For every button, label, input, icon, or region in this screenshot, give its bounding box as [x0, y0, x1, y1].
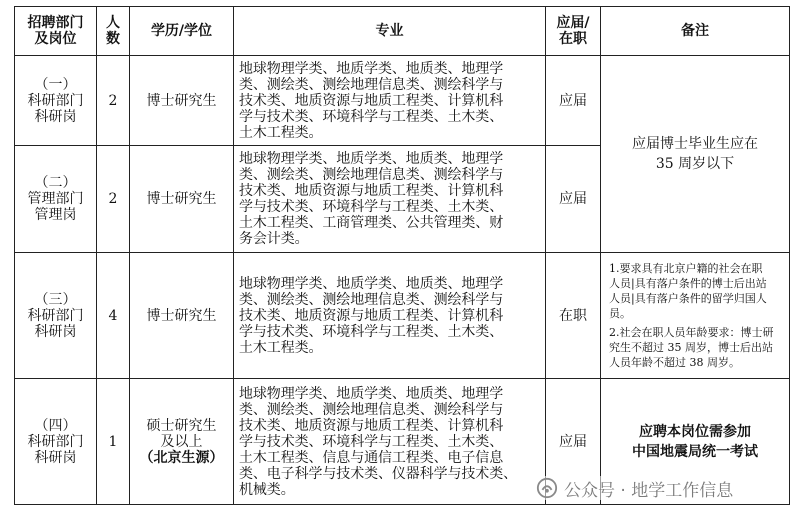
- major-line: 类、测绘类、测绘地理信息类、测绘科学与: [239, 401, 504, 418]
- note-paragraph: [609, 325, 783, 370]
- major-line: 地球物理学类、地质学类、地质类、地理学: [239, 385, 504, 402]
- dept-line: （一）: [34, 76, 77, 93]
- major-line: 地球物理学类、地质学类、地质类、地理学: [239, 275, 504, 292]
- major-line: 学与技术类、环境科学与工程类、土木类、: [239, 199, 504, 215]
- table-row: [15, 56, 790, 146]
- note-line: 2.社会在职人员年龄要求：博士研: [609, 326, 774, 339]
- type-cell: 应届: [546, 146, 601, 253]
- major-line: 技术类、地质资源与地质工程类、计算机科: [239, 307, 504, 324]
- note-cell-rows12: [601, 56, 790, 253]
- major-line: 土木工程类、信息与通信工程类、电子信息: [239, 449, 504, 466]
- edu-line: 博士研究生: [146, 191, 217, 207]
- dept-line: 科研部门: [27, 307, 84, 324]
- num-cell: 1: [97, 379, 130, 505]
- major-line: 技术类、地质资源与地质工程类、计算机科: [239, 183, 504, 199]
- num-cell: 2: [97, 56, 130, 146]
- dept-line: 科研部门: [27, 433, 84, 450]
- major-line: 务会计类。: [239, 231, 309, 247]
- note-line: 应聘本岗位需参加: [639, 423, 751, 440]
- major-line: 土木工程类。: [239, 339, 323, 356]
- major-line: 学与技术类、环境科学与工程类、土木类、: [239, 433, 504, 450]
- note-line: 员。: [609, 307, 631, 320]
- header-num-line: 数: [106, 31, 120, 47]
- note-line: 1.要求具有北京户籍的社会在职: [609, 262, 763, 275]
- edu-line: 及以上: [160, 433, 203, 450]
- table-row: [15, 253, 790, 379]
- dept-line: 管理岗: [34, 207, 77, 223]
- edu-cell: [130, 379, 234, 505]
- major-cell: [234, 379, 546, 505]
- header-dept-line: 招聘部门: [27, 15, 84, 31]
- note-paragraph: [609, 261, 783, 321]
- edu-line: 博士研究生: [146, 92, 217, 109]
- major-line: 类、电子科学与技术类、仪器科学与技术类、: [239, 465, 517, 482]
- major-cell: [234, 253, 546, 379]
- major-line: 土木工程类、工商管理类、公共管理类、财: [239, 215, 504, 231]
- header-major: 专业: [234, 7, 546, 56]
- header-dept: [15, 7, 97, 56]
- major-line: 类、测绘类、测绘地理信息类、测绘科学与: [239, 291, 504, 308]
- major-line: 类、测绘类、测绘地理信息类、测绘科学与: [239, 167, 504, 183]
- major-line: 学与技术类、环境科学与工程类、土木类、: [239, 323, 504, 340]
- major-line: 类、测绘类、测绘地理信息类、测绘科学与: [239, 76, 504, 93]
- wechat-watermark: [536, 476, 733, 500]
- dept-cell: [15, 56, 97, 146]
- num-cell: 4: [97, 253, 130, 379]
- dept-line: 管理部门: [27, 191, 84, 207]
- header-type-line: 在职: [559, 31, 587, 47]
- note-cell-row3: [601, 253, 790, 379]
- header-num-line: 人: [106, 15, 120, 31]
- recruitment-table: [14, 6, 790, 505]
- wechat-official-account-icon: [536, 477, 558, 499]
- note-line: 应届博士毕业生应在: [632, 136, 758, 152]
- major-line: 技术类、地质资源与地质工程类、计算机科: [239, 92, 504, 109]
- note-line: 人员|具有落户条件的留学归国人: [609, 292, 767, 305]
- note-line: 35 周岁以下: [655, 156, 735, 172]
- major-line: 机械类。: [239, 481, 295, 498]
- table-header-row: [15, 7, 790, 56]
- dept-cell: [15, 379, 97, 505]
- type-cell: 应届: [546, 379, 601, 505]
- header-dept-line: 及岗位: [34, 31, 77, 47]
- dept-line: 科研岗: [34, 323, 77, 340]
- edu-cell: [130, 56, 234, 146]
- note-line: 中国地震局统一考试: [632, 443, 758, 460]
- dept-cell: [15, 253, 97, 379]
- edu-line-source: （北京生源）: [139, 449, 224, 466]
- type-cell: 在职: [546, 253, 601, 379]
- major-line: 地球物理学类、地质学类、地质类、地理学: [239, 151, 504, 167]
- dept-line: （三）: [34, 291, 77, 308]
- note-line: 究生不超过 35 周岁，博士后出站: [609, 341, 773, 354]
- dept-line: 科研岗: [34, 449, 77, 466]
- header-type-line: 应届/: [556, 15, 590, 31]
- edu-cell: [130, 253, 234, 379]
- header-num: [97, 7, 130, 56]
- header-edu: 学历/学位: [130, 7, 234, 56]
- major-line: 地球物理学类、地质学类、地质类、地理学: [239, 60, 504, 77]
- major-line: 土木工程类。: [239, 124, 323, 141]
- num-cell: 2: [97, 146, 130, 253]
- edu-line: 博士研究生: [146, 307, 217, 324]
- header-type: [546, 7, 601, 56]
- dept-line: 科研部门: [27, 92, 84, 109]
- watermark-text: 公众号 · 地学工作信息: [564, 480, 734, 501]
- edu-cell: [130, 146, 234, 253]
- dept-line: 科研岗: [34, 108, 77, 125]
- major-cell: [234, 56, 546, 146]
- major-line: 技术类、地质资源与地质工程类、计算机科: [239, 417, 504, 434]
- note-line: 人员|具有落户条件的博士后出站: [609, 277, 767, 290]
- note-line: 人员年龄不超过 38 周岁。: [609, 356, 740, 369]
- dept-cell: [15, 146, 97, 253]
- type-cell: 应届: [546, 56, 601, 146]
- major-cell: [234, 146, 546, 253]
- header-note: 备注: [601, 7, 790, 56]
- edu-line: 硕士研究生: [146, 417, 217, 434]
- dept-line: （二）: [34, 175, 77, 191]
- dept-line: （四）: [34, 417, 77, 434]
- major-line: 学与技术类、环境科学与工程类、土木类、: [239, 108, 504, 125]
